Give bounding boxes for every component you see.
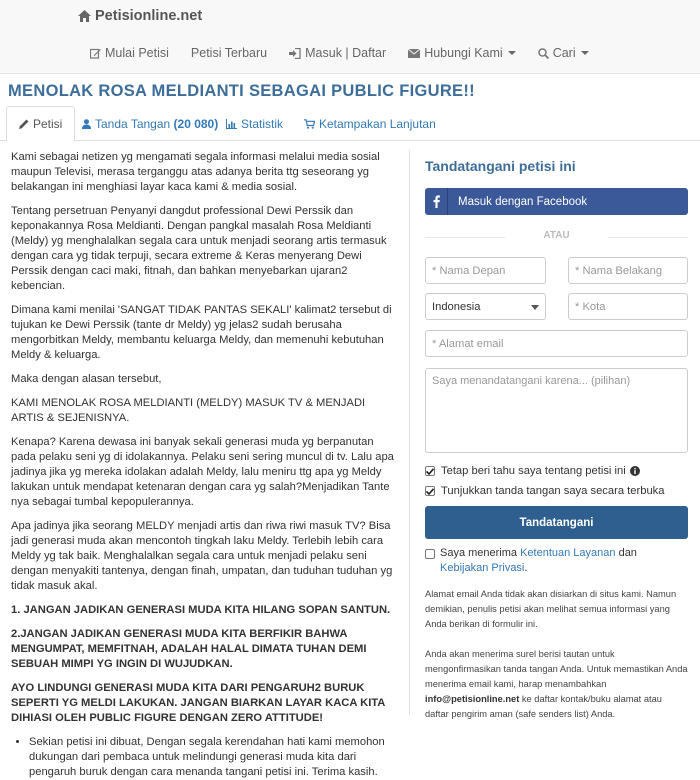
tab-petisi[interactable]: Petisi [6, 106, 75, 142]
sign-submit-button[interactable]: Tandatangani [425, 506, 688, 539]
tab-ketampakan[interactable]: Ketampakan Lanjutan [304, 106, 436, 141]
terms-row: Saya menerima Ketentuan Layanan dan Kebijakan Privasi. [425, 546, 688, 576]
first-name-input[interactable]: * Nama Depan [425, 257, 546, 284]
reason-textarea[interactable]: Saya menandatangani karena... (pilihan) [425, 368, 688, 453]
top-navbar [0, 0, 700, 74]
terms-link[interactable]: Ketentuan Layanan [520, 547, 616, 559]
petition-paragraph: KAMI MENOLAK ROSA MELDIANTI (MELDY) MASUK TV & MENJADI ARTIS & SEJENISNYA. [11, 397, 366, 424]
petition-bullets [11, 735, 394, 780]
nav-cari[interactable]: Cari [538, 46, 589, 60]
user-icon [82, 119, 91, 129]
main-nav [90, 46, 611, 60]
login-icon [289, 48, 301, 59]
petition-paragraph: Apa jadinya jika seorang MELDY menjadi artis dan riwa riwi masuk TV? Bisa jadi generasi muda akan mencontoh tingkah laku Meldy. Terlebih lebih cara Meldy yg tak baik. Menghalalkan segala cara untuk menjadi pelaku seni dengan menyakiti tantenya, dengan finah, umpatan, dan tuduhan tuduhan yg tidak masuk akal. [11, 520, 393, 592]
sign-form [425, 150, 688, 719]
chevron-down-icon [508, 51, 516, 55]
page-title: MENOLAK ROSA MELDIANTI SEBAGAI PUBLIC FIGURE!! [8, 82, 475, 100]
notify-checkbox[interactable] [425, 466, 435, 476]
petition-point: 1. JANGAN JADIKAN GENERASI MUDA KITA HILANG SOPAN SANTUN. [11, 604, 391, 616]
petition-tabs [0, 106, 700, 141]
public-checkbox-row[interactable]: Tunjukkan tanda tangan saya secara terbuka [425, 485, 664, 497]
list-item: • Sekian petisi ini dibuat, Dengan segala kerendahan hati kami memohon dukungan dari pembaca untuk melindungi generasi muda kita dari pengaruh buruk dengan cara menanda tangani petisi ini. Terima kasih. [29, 735, 394, 780]
signature-count: (20 080) [173, 116, 219, 131]
brand-name: Petisionline.net [95, 8, 203, 24]
nav-hubungi-kami[interactable]: Hubungi Kami [408, 46, 516, 60]
email-input[interactable]: * Alamat email [425, 330, 688, 357]
brand-link[interactable] [78, 8, 202, 24]
envelope-icon [408, 49, 420, 58]
column-divider [409, 150, 410, 715]
petition-paragraph: Maka dengan alasan tersebut, [11, 373, 162, 385]
edit-icon [90, 48, 101, 59]
search-icon [538, 48, 549, 59]
nav-petisi-terbaru[interactable]: Petisi Terbaru [190, 46, 268, 60]
petition-point: AYO LINDUNGI GENERASI MUDA KITA DARI PENGARUH2 BURUK SEPERTI YG MELDI LAKUKAN. JANGAN BIARKAN LAYAR KACA KITA DIHIASI OLEH PUBLIC FIGURE DENGAN ZERO ATTITUDE! [11, 682, 385, 724]
city-input[interactable]: * Kota [568, 293, 688, 320]
privacy-link[interactable]: Kebijakan Privasi [440, 562, 525, 574]
facebook-icon [425, 188, 448, 215]
nav-masuk-daftar[interactable]: Masuk | Daftar [289, 46, 386, 60]
last-name-input[interactable]: * Nama Belakang [568, 257, 688, 284]
tab-statistik[interactable]: Statistik [226, 106, 283, 141]
sign-heading: Tandatangani petisi ini [425, 158, 576, 174]
bar-chart-icon [226, 119, 237, 129]
cart-icon [304, 119, 315, 129]
facebook-login-button[interactable]: Masuk dengan Facebook [425, 188, 688, 215]
petition-paragraph: Kenapa? Karena dewasa ini banyak sekali generasi muda yg berpanutan pada pelaku seni yg di idolakannya. Pelaku seni sering muncul di tv. Lalu apa jadinya jika yg mereka idolakan adalah Meldy, lalu meniru ttg apa yg Meldy lakukan untuk mendapat ketenaran dengan cara yg salah?Menjadikan Tante nya sebagai tumbal kepopulerannya. [11, 436, 394, 508]
chevron-down-icon [581, 51, 589, 55]
notify-checkbox-row[interactable]: Tetap beri tahu saya tentang petisi ini [425, 465, 640, 477]
email-privacy-note: Alamat email Anda tidak akan disiarkan di situs kami. Namun demikian, penulis petisi akan melihat semua informasi yang Anda berikan di formulir ini. [425, 589, 677, 629]
petition-paragraph: Dimana kami menilai 'SANGAT TIDAK PANTAS SEKALI' kalimat2 tersebut di tujukan ke Dewi Perssik (tante dr Meldy) yg jelas2 sudah berusaha mengorbitkan Meldy, membantu keluarga Meldy, dan memenuhi kebutuhan Meldy & keluarga. [11, 304, 392, 361]
check-icon [426, 468, 434, 475]
chevron-down-icon [531, 305, 539, 310]
info-icon[interactable] [630, 466, 640, 476]
terms-checkbox[interactable] [425, 549, 435, 559]
pencil-icon [19, 119, 29, 129]
nav-mulai-petisi[interactable]: Mulai Petisi [90, 46, 169, 60]
home-icon [78, 10, 91, 22]
or-divider: ATAU [425, 230, 688, 241]
petition-text [11, 150, 394, 780]
petition-point: 2.JANGAN JADIKAN GENERASI MUDA KITA BERFIKIR BAHWA MENGUMPAT, MEMFITNAH, ADALAH HALAL DIMATA TUHAN DEMI SEBUAH MIMPI YG INGIN DI WUJUDKAN. [11, 628, 367, 670]
petition-paragraph: Tentang persetruan Penyanyi dangdut professional Dewi Perssik dan keponakannya Rosa Meldianti. Dengan pangkal masalah Rosa Meldianti (Meldy) yg menghalalkan segala cara untuk menjadi seorang artis termasuk dengan cara yg tidak terpuji, secara extreme & Keras menyerang Dewi Perssik dengan caci maki, fitnah, dan bahkan menyebarkan ujaran2 kebencian. [11, 205, 387, 292]
tab-tanda-tangan[interactable]: Tanda Tangan (20 080) [82, 106, 218, 141]
country-select[interactable]: Indonesia [425, 293, 546, 320]
contact-email: info@petisionline.net [425, 694, 520, 704]
check-icon [426, 488, 434, 495]
public-checkbox[interactable] [425, 486, 435, 496]
petition-paragraph: Kami sebagai netizen yg mengamati segala informasi melalui media sosial maupun Televisi, merasa terganggu atas adanya berita ttg seseorang yg belakangan ini menghiasi layar kaca kami & media sosial. [11, 151, 380, 193]
email-confirm-note: Anda akan menerima surel berisi tautan untuk mengonfirmasikan tanda tangan Anda. Untuk memastikan Anda menerima email kami, harap menambahkan info@petisionline.net ke daftar kontak/buku alamat atau daftar pengirim aman (safe senders list) Anda. [425, 649, 688, 719]
